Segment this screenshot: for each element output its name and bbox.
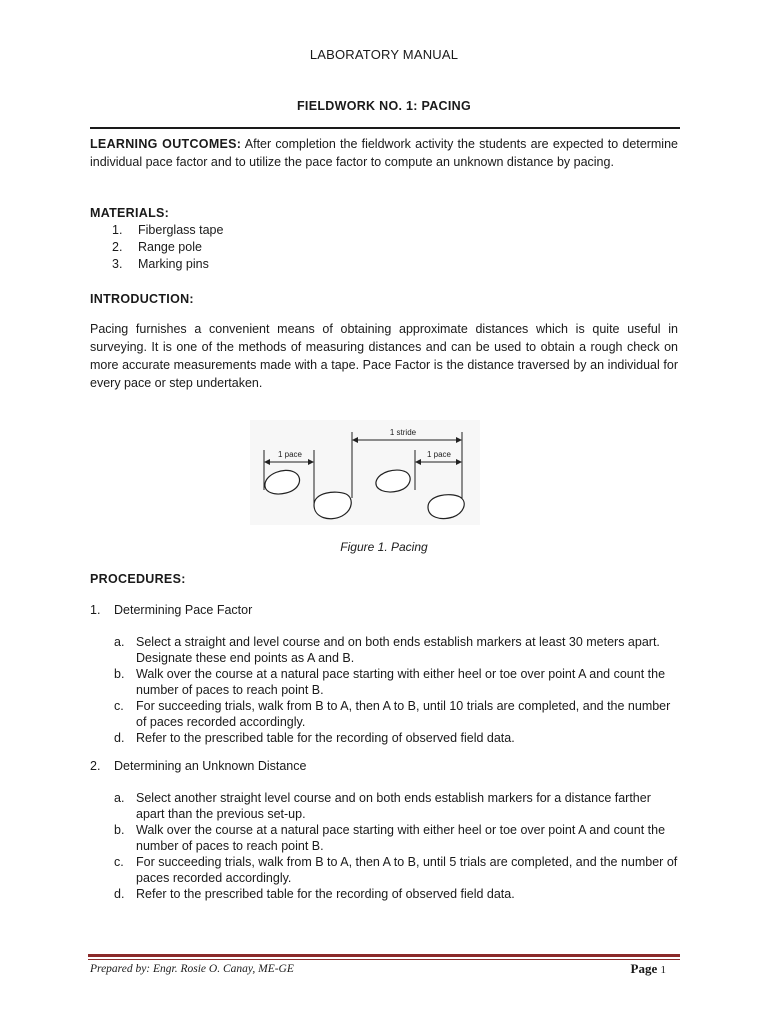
list-item (114, 666, 678, 698)
page-number-value: 1 (660, 964, 666, 976)
list-item (114, 886, 678, 902)
material-item-label: Fiberglass tape (138, 223, 224, 237)
list-item: 2. Range pole (112, 240, 202, 254)
page-number (631, 961, 666, 977)
procedure-section-heading (90, 759, 306, 773)
step-letter: b. (114, 667, 125, 681)
pace-label-left: 1 pace (277, 450, 303, 459)
list-item (114, 854, 678, 886)
step-text: Walk over the course at a natural pace starting with either heel or toe over point A and count the number of paces to reach point B. (136, 667, 666, 697)
procedure-steps-2 (114, 790, 678, 902)
step-letter: d. (114, 731, 125, 745)
materials-list (90, 222, 678, 273)
list-item (114, 790, 678, 822)
introduction-label: INTRODUCTION: (90, 292, 194, 306)
figure-caption: Figure 1. Pacing (340, 540, 428, 554)
list-item: 3. Marking pins (112, 257, 209, 271)
step-letter: c. (114, 855, 124, 869)
step-letter: b. (114, 823, 125, 837)
page-label: Page (630, 961, 658, 976)
step-text: For succeeding trials, walk from B to A, then A to B, until 5 trials are completed, and the number of paces recorded accordingly. (136, 855, 678, 885)
fieldwork-title: FIELDWORK NO. 1: PACING (296, 99, 472, 113)
step-letter: d. (114, 887, 125, 901)
procedure-steps-1 (114, 634, 678, 746)
list-item (114, 634, 678, 666)
list-item: 1. Fiberglass tape (112, 223, 224, 237)
section-title: Determining Pace Factor (114, 603, 253, 617)
section-number: 1. (90, 603, 101, 617)
step-text: Select a straight and level course and on both ends establish markers at least 30 meters apart. Designate these end points as A and B. (136, 635, 660, 665)
materials-section (90, 204, 678, 273)
pacing-figure (250, 420, 480, 525)
footer-divider-thick (88, 954, 680, 957)
list-item (114, 730, 678, 746)
step-text: For succeeding trials, walk from B to A, then A to B, until 10 trials are completed, and the number of paces recorded accordingly. (136, 699, 671, 729)
title-divider (90, 127, 680, 129)
section-title: Determining an Unknown Distance (114, 759, 307, 773)
step-text: Refer to the prescribed table for the recording of observed field data. (136, 887, 515, 901)
procedures-label: PROCEDURES: (90, 572, 186, 586)
list-item (114, 698, 678, 730)
step-letter: a. (114, 635, 125, 649)
materials-label: MATERIALS: (90, 206, 170, 220)
step-text: Select another straight level course and on both ends establish markers for a distance farther apart than the previous set-up. (136, 791, 651, 821)
learning-outcomes-label: LEARNING OUTCOMES: (90, 137, 242, 151)
learning-outcomes-paragraph (90, 135, 678, 171)
material-item-label: Marking pins (138, 257, 209, 271)
learning-outcomes-text: After completion the fieldwork activity the students are expected to determine individual pace factor and to utilize the pace factor to compute an unknown distance by pacing. (90, 137, 678, 169)
step-letter: a. (114, 791, 125, 805)
manual-header-title: LABORATORY MANUAL (309, 47, 459, 62)
material-item-label: Range pole (138, 240, 202, 254)
list-item (114, 822, 678, 854)
introduction-paragraph: Pacing furnishes a convenient means of obtaining approximate distances which is quite useful in surveying. It is one of the methods of measuring distances and can be used to obtain a rough check on more accurate measurements made with a tape. Pace Factor is the distance traversed by an individual for every pace or step undertaken. (90, 322, 678, 390)
step-text: Walk over the course at a natural pace starting with either heel or toe over point A and count the number of paces to reach point B. (136, 823, 666, 853)
section-number: 2. (90, 759, 101, 773)
step-letter: c. (114, 699, 124, 713)
prepared-by: Prepared by: Engr. Rosie O. Canay, ME-GE (90, 963, 294, 975)
pace-label-right: 1 pace (426, 450, 452, 459)
step-text: Refer to the prescribed table for the recording of observed field data. (136, 731, 515, 745)
footer-divider-thin (88, 959, 680, 960)
procedure-section-heading (90, 603, 252, 617)
stride-label: 1 stride (389, 428, 417, 437)
